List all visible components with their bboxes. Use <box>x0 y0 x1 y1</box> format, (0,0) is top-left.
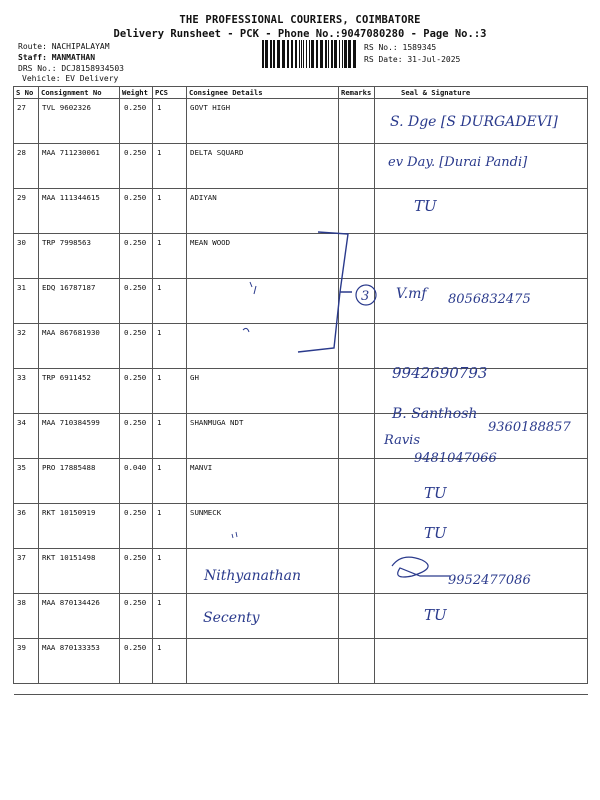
cell-signature <box>375 504 588 549</box>
barcode-bar <box>344 40 347 68</box>
table-row <box>14 639 588 684</box>
cell-consignment: MAA 870134426 <box>39 594 120 639</box>
cell-consignment: TVL 9602326 <box>39 99 120 144</box>
table-tail <box>14 684 588 695</box>
cell-signature <box>375 144 588 189</box>
cell-remarks <box>339 594 375 639</box>
col-sno: S No <box>14 87 39 99</box>
cell-pcs: 1 <box>153 324 187 369</box>
cell-sno: 34 <box>14 414 39 459</box>
cell-consignee: MEAN WOOD <box>187 234 339 279</box>
barcode-bar <box>309 40 310 68</box>
cell-consignment: MAA 867681930 <box>39 324 120 369</box>
table-row <box>14 324 588 369</box>
runsheet-table <box>13 86 588 695</box>
runsheet-subtitle: Delivery Runsheet - PCK - Phone No.:9047080280 - Page No.:3 <box>113 28 487 40</box>
cell-sno: 38 <box>14 594 39 639</box>
cell-weight: 0.040 <box>120 459 153 504</box>
company-title: THE PROFESSIONAL COURIERS, COIMBATORE <box>179 14 421 26</box>
cell-weight: 0.250 <box>120 99 153 144</box>
cell-consignment: MAA 870133353 <box>39 639 120 684</box>
cell-pcs: 1 <box>153 639 187 684</box>
col-pcs: PCS <box>153 87 187 99</box>
barcode-bar <box>301 40 302 68</box>
col-signature: Seal & Signature <box>375 87 588 99</box>
cell-consignment: MAA 710384599 <box>39 414 120 459</box>
cell-pcs: 1 <box>153 414 187 459</box>
table-header <box>14 87 588 99</box>
hw-r39-name: Secenty <box>203 610 260 626</box>
cell-consignee: GH <box>187 369 339 414</box>
barcode-bar <box>273 40 275 68</box>
cell-remarks <box>339 189 375 234</box>
hw-r39-sig: TU <box>424 606 447 624</box>
cell-pcs: 1 <box>153 504 187 549</box>
table-row <box>14 369 588 414</box>
cell-sno: 29 <box>14 189 39 234</box>
cell-weight: 0.250 <box>120 279 153 324</box>
barcode-bar <box>334 40 337 68</box>
col-consignee: Consignee Details <box>187 87 339 99</box>
cell-signature <box>375 549 588 594</box>
table-row <box>14 279 588 324</box>
vehicle-text: Vehicle: EV Delivery <box>22 74 119 83</box>
table-row <box>14 459 588 504</box>
col-weight: Weight <box>120 87 153 99</box>
cell-pcs: 1 <box>153 549 187 594</box>
cell-remarks <box>339 144 375 189</box>
hw-r27: S. Dge [S DURGADEVI] <box>390 114 558 130</box>
cell-weight: 0.250 <box>120 369 153 414</box>
cell-pcs: 1 <box>153 369 187 414</box>
barcode-bar <box>353 40 356 68</box>
barcode-bar <box>328 40 329 68</box>
staff-text: Staff: MANMATHAN <box>18 53 96 62</box>
cell-consignment: TRP 7998563 <box>39 234 120 279</box>
hw-r33: 9942690793 <box>392 364 488 382</box>
table-row <box>14 594 588 639</box>
cell-signature <box>375 594 588 639</box>
barcode-bar <box>282 40 285 68</box>
barcode-bar <box>262 40 264 68</box>
cell-sno: 30 <box>14 234 39 279</box>
cell-sno: 32 <box>14 324 39 369</box>
cell-weight: 0.250 <box>120 414 153 459</box>
hw-r29: TU <box>414 197 437 215</box>
cell-weight: 0.250 <box>120 639 153 684</box>
cell-signature <box>375 369 588 414</box>
cell-remarks <box>339 459 375 504</box>
table-row <box>14 504 588 549</box>
cell-remarks <box>339 234 375 279</box>
barcode-bar <box>270 40 272 68</box>
cell-signature <box>375 234 588 279</box>
cell-pcs: 1 <box>153 234 187 279</box>
cell-weight: 0.250 <box>120 504 153 549</box>
barcode-bar <box>303 40 304 68</box>
cell-sno: 28 <box>14 144 39 189</box>
rs-no-text: RS No.: 1589345 <box>364 43 437 52</box>
cell-remarks <box>339 414 375 459</box>
hw-r34-num: 9360188857 <box>488 420 571 435</box>
cell-sno: 36 <box>14 504 39 549</box>
cell-sno: 35 <box>14 459 39 504</box>
cell-pcs: 1 <box>153 144 187 189</box>
cell-sno: 33 <box>14 369 39 414</box>
cell-consignee: SUNMECK <box>187 504 339 549</box>
table-row <box>14 549 588 594</box>
route-text: Route: NACHIPALAYAM <box>18 42 110 51</box>
cell-remarks <box>339 324 375 369</box>
cell-consignee <box>187 594 339 639</box>
cell-remarks <box>339 504 375 549</box>
hw-r35-num: 9481047066 <box>414 451 497 466</box>
cell-sno: 31 <box>14 279 39 324</box>
table-row <box>14 189 588 234</box>
cell-weight: 0.250 <box>120 549 153 594</box>
cell-consignment: MAA 711230061 <box>39 144 120 189</box>
hw-r37: TU <box>424 524 447 542</box>
barcode-bar <box>277 40 280 68</box>
cell-pcs: 1 <box>153 189 187 234</box>
barcode-bar <box>295 40 297 68</box>
cell-sno: 37 <box>14 549 39 594</box>
cell-weight: 0.250 <box>120 234 153 279</box>
cell-signature <box>375 414 588 459</box>
col-remarks: Remarks <box>339 87 375 99</box>
barcode-bar <box>320 40 323 68</box>
barcode-bar <box>291 40 293 68</box>
cell-consignment: TRP 6911452 <box>39 369 120 414</box>
table-row <box>14 144 588 189</box>
barcode-bar <box>342 40 343 68</box>
barcode-bar <box>316 40 318 68</box>
cell-pcs: 1 <box>153 594 187 639</box>
hw-r31-sig: V.mf <box>396 286 427 302</box>
barcode-bar <box>348 40 351 68</box>
cell-consignment: MAA 111344615 <box>39 189 120 234</box>
cell-weight: 0.250 <box>120 594 153 639</box>
cell-signature <box>375 324 588 369</box>
cell-weight: 0.250 <box>120 144 153 189</box>
cell-signature <box>375 99 588 144</box>
cell-remarks <box>339 369 375 414</box>
cell-pcs: 1 <box>153 279 187 324</box>
cell-consignment: RKT 10150919 <box>39 504 120 549</box>
cell-consignee: SHANMUGA NDT <box>187 414 339 459</box>
hw-r31-num: 8056832475 <box>448 292 531 307</box>
hw-r35-name: Ravis <box>384 433 421 448</box>
barcode-bar <box>311 40 314 68</box>
cell-signature <box>375 189 588 234</box>
barcode-bar <box>287 40 289 68</box>
cell-consignee: DELTA SQUARD <box>187 144 339 189</box>
cell-pcs: 1 <box>153 99 187 144</box>
hw-r38-num: 9952477086 <box>448 573 531 588</box>
cell-pcs: 1 <box>153 459 187 504</box>
cell-remarks <box>339 279 375 324</box>
barcode-bar <box>306 40 307 68</box>
cell-consignment: RKT 10151498 <box>39 549 120 594</box>
cell-sno: 39 <box>14 639 39 684</box>
cell-consignee: GOVT HIGH <box>187 99 339 144</box>
rs-date-text: RS Date: 31-Jul-2025 <box>364 55 461 64</box>
cell-consignee: ADIYAN <box>187 189 339 234</box>
hw-r38-name: Nithyanathan <box>204 568 301 584</box>
cell-weight: 0.250 <box>120 324 153 369</box>
cell-sno: 27 <box>14 99 39 144</box>
hw-r28: ev Day. [Durai Pandi] <box>388 155 528 170</box>
col-consignment: Consignment No <box>39 87 120 99</box>
cell-remarks <box>339 99 375 144</box>
table-row <box>14 234 588 279</box>
cell-consignee <box>187 549 339 594</box>
cell-consignment: EDQ 16787187 <box>39 279 120 324</box>
cell-consignee: MANVI <box>187 459 339 504</box>
cell-signature <box>375 639 588 684</box>
barcode-bar <box>299 40 300 68</box>
cell-remarks <box>339 639 375 684</box>
barcode-bar <box>339 40 340 68</box>
barcode <box>262 40 358 68</box>
cell-signature <box>375 279 588 324</box>
cell-signature <box>375 459 588 504</box>
barcode-bar <box>325 40 327 68</box>
hw-r34-name: B. Santhosh <box>392 406 478 422</box>
cell-consignee <box>187 279 339 324</box>
hw-r36: TU <box>424 484 447 502</box>
cell-remarks <box>339 549 375 594</box>
table-row <box>14 99 588 144</box>
barcode-bar <box>265 40 268 68</box>
barcode-bar <box>331 40 333 68</box>
cell-consignee <box>187 324 339 369</box>
cell-weight: 0.250 <box>120 189 153 234</box>
table-row <box>14 414 588 459</box>
cell-consignment: PRO 17885488 <box>39 459 120 504</box>
drs-text: DRS No.: DCJ8158934503 <box>18 64 124 73</box>
hw-circle-num: 3 <box>361 289 370 304</box>
cell-consignee <box>187 639 339 684</box>
